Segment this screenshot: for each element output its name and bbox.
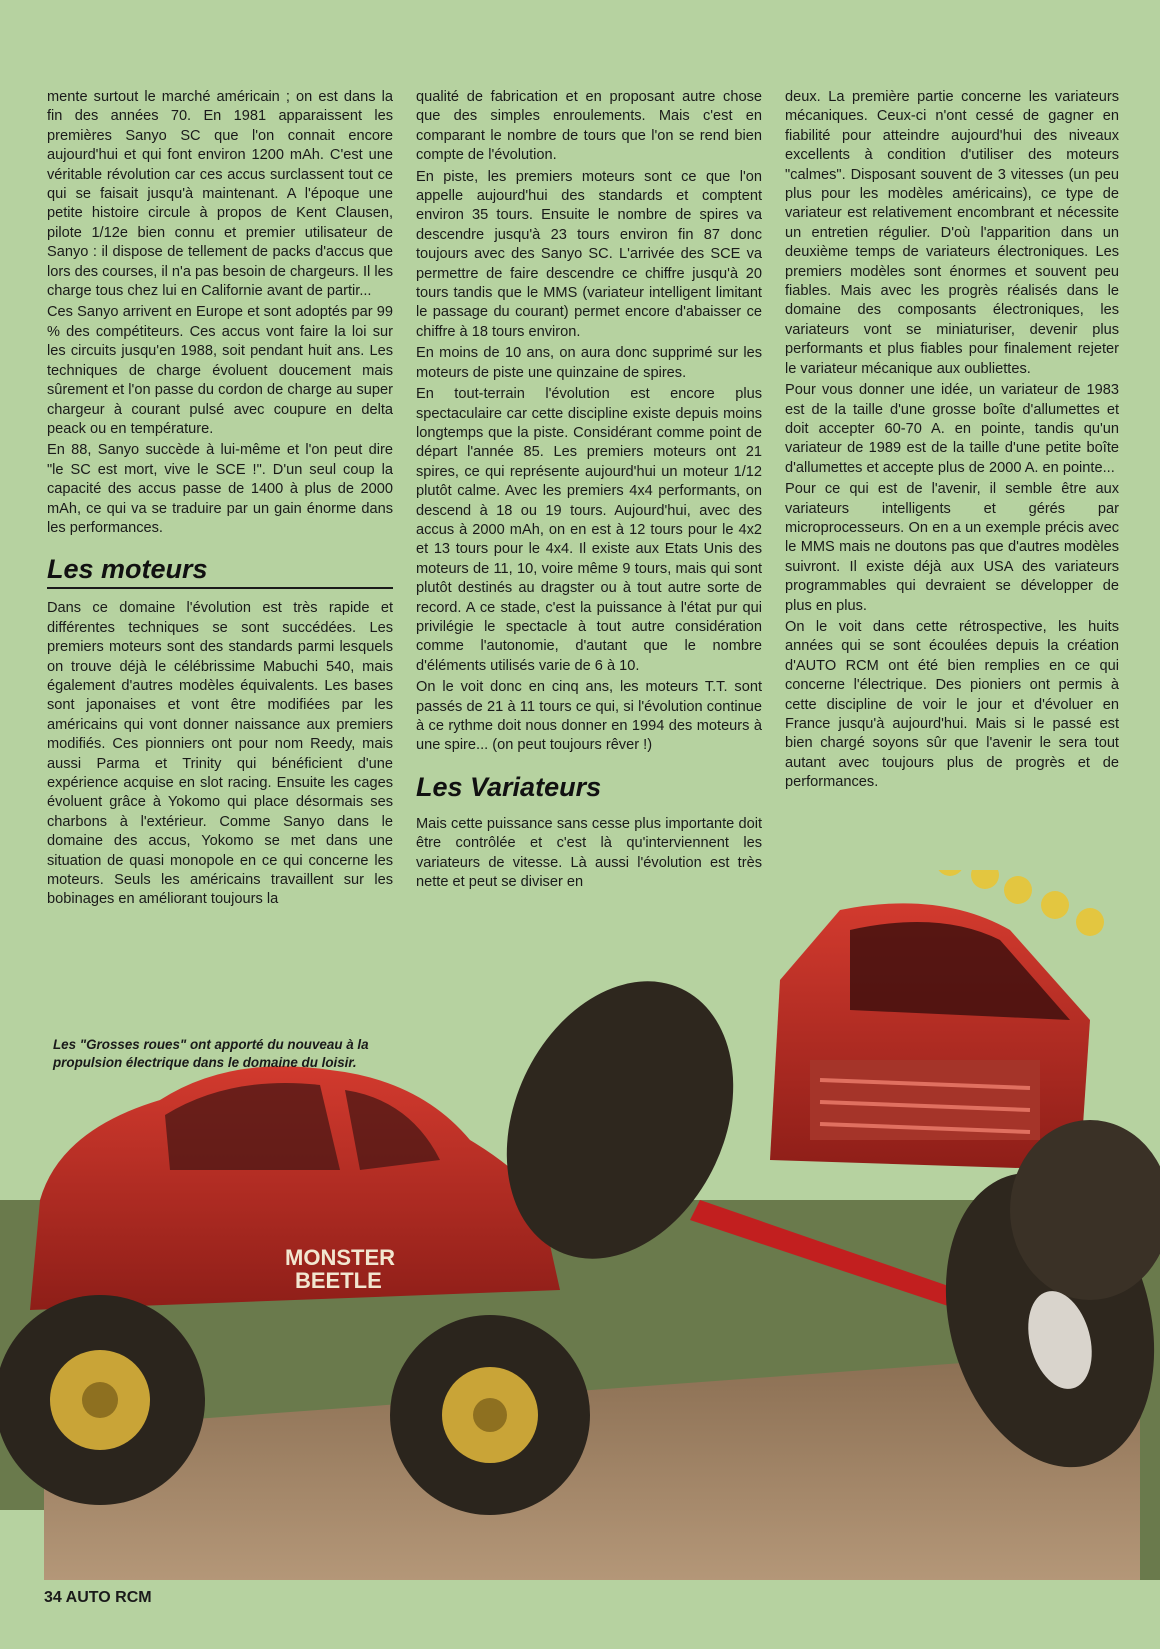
paragraph: deux. La première partie concerne les variateurs mécaniques. Ceux-ci n'ont cessé de gagner en fiabilité pour atteindre aujourd'hui des niveaux excellents à condition d'utiliser des moteurs "calmes". Disposant souvent de 3 vitesses (un peu plus pour les modèles américains), ce type de variateur est relativement encombrant et nécessite un entretien régulier. D'où l'apparition dans un deuxième temps de variateurs électroniques. Les premiers modèles sont énormes et souvent peu fiables. Mais avec les progrès réalisés dans le domaine des composants électroniques, les variateurs vont se miniaturiser, devenir plus performants et plus fiables pour finalement rejeter le variateur mécanique aux oubliettes. <box>785 89 1119 377</box>
monster-trucks-photo <box>0 870 1160 1580</box>
page-footer <box>44 1589 152 1607</box>
beetle-decal-text: MONSTER <box>285 1245 395 1270</box>
paragraph: On le voit donc en cinq ans, les moteurs T.T. sont passés de 21 à 11 tours ce qui, si l'évolution continue à ce rythme doit nous donner en 1994 des moteurs à une spire... (on peut toujours rêver !) <box>416 679 762 754</box>
beetle-decal-text: BEETLE <box>295 1268 382 1293</box>
paragraph: En moins de 10 ans, on aura donc supprimé sur les moteurs de piste une quinzaine de spires. <box>416 345 762 381</box>
section-heading-variateurs: Les Variateurs <box>416 771 602 802</box>
paragraph: Pour vous donner une idée, un variateur de 1983 est de la taille d'une grosse boîte d'allumettes et doit accepter 60-70 A. en pointe, tandis qu'un variateur de 1989 est de la taille d'une petite boîte d'allumettes et accepte plus de 2000 A. en pointe... <box>785 382 1119 476</box>
paragraph: Pour ce qui est de l'avenir, il semble être aux variateurs intelligents et gérés par microprocesseurs. On en a un exemple précis avec le MMS mais ne doutons pas que d'autres modèles suivront. Il existe déjà aux USA des variateurs programmables qui devraient se développer de plus en plus. <box>785 481 1119 614</box>
paragraph: Ces Sanyo arrivent en Europe et sont adoptés par 99 % des compétiteurs. Ces accus vont faire la loi sur les circuits jusqu'en 1988, soit pendant huit ans. Les techniques de charge évoluent doucement mais sûrement et l'on passe du cordon de charge au super chargeur à courant pulsé avec coupure en delta peack ou en température. <box>47 304 393 437</box>
section-heading-moteurs: Les moteurs <box>47 554 393 589</box>
column-1 <box>47 88 393 912</box>
paragraph: Mais cette puissance sans cesse plus importante doit être contrôlée et c'est là qu'interviennent les variateurs de vitesse. Là aussi l'évolution est très nette et peut se diviser en <box>416 815 762 891</box>
paragraph: En 88, Sanyo succède à lui-même et l'on peut dire "le SC est mort, vive le SCE !". D'un seul coup la capacité des accus passe de 1400 à plus de 2000 mAh, ce qui va se traduire par un gain énorme dans les performances. <box>47 442 393 536</box>
paragraph: mente surtout le marché américain ; on est dans la fin des années 70. En 1981 apparaissent les premières Sanyo SC que l'on connait encore aujourd'hui et qui font environ 1200 mAh. C'est une véritable révolution car ces accus surclassent tout ce qui se faisait jusqu'à maintenant. A l'époque une petite histoire circule à propos de Kent Clausen, pilote 1/12e bien connu et premier utilisateur de Sanyo : il dispose de tellement de packs d'accus que lors des courses, il n'a pas besoin de chargeurs. Il les charge tous chez lui en Californie avant de partir... <box>47 89 393 300</box>
column-2 <box>416 88 762 894</box>
column-3 <box>785 88 1119 795</box>
magazine-name: AUTO RCM <box>65 1589 152 1606</box>
paragraph: Dans ce domaine l'évolution est très rapide et différentes techniques se sont succédées. Les premiers moteurs sont des standards parmi lesquels on trouve déjà le célébrissime Mabuchi 540, mais également d'autres modèles équivalents. Les bases sont japonaises et vont être modifiées par les américains qui vont donner naissance aux premiers modifiés. Ces pionniers ont pour nom Reedy, mais aussi Parma et Trinity qui bénéficient d'une expérience acquise en slot racing. Ensuite les cages évoluent grâce à Yokomo qui place désormais ses charbons à l'extérieur. Comme Sanyo dans le domaine des accus, Yokomo se met dans une situation de quasi monopole en ce qui concerne les moteurs. Seuls les américains travaillent sur les bobinages en améliorant toujours la <box>47 600 393 908</box>
paragraph: qualité de fabrication et en proposant autre chose que des simples enroulements. Mais c'est en comparant le nombre de tours que l'on se rend bien compte de l'évolution. <box>416 89 762 164</box>
page-number: 34 <box>44 1589 62 1606</box>
paragraph: En piste, les premiers moteurs sont ce que l'on appelle aujourd'hui des standards et comptent environ 35 tours. Ensuite le nombre de spires va descendre jusqu'à 23 tours environ fin 87 donc toujours avec des Sanyo SC. L'arrivée des SCE va permettre de faire descendre ce chiffre jusqu'à 20 tours tandis que le MMS (variateur intelligent limitant le passage du courant) permet encore d'abaisser ce chiffre à 18 tours environ. <box>416 168 762 340</box>
paragraph: En tout-terrain l'évolution est encore plus spectaculaire car cette discipline existe depuis moins longtemps que la piste. Considérant comme point de départ l'année 85. Les premiers moteurs ont 21 spires, ce qui représente aujourd'hui un moteur 1/12 plutôt calme. Avec les premiers 4x4 performants, on descend à 18 ou 19 tours. Aujourd'hui, avec des accus à 2000 mAh, on en est à 12 tours pour le 4x2 et 13 tours pour le 4x4. Il existe aux Etats Unis des moteurs de 11, 10, voire même 9 tours, mais qui sont plutôt destinés au dragster ou à tout autre sorte de record. A ce stade, c'est la puissance à l'état pur qui privilégie le spectacle à tout autre considération comme l'autonomie, d'autant que le nombre d'éléments utilisés varie de 6 à 10. <box>416 386 762 674</box>
photo-caption: Les "Grosses roues" ont apporté du nouveau à la propulsion électrique dans le domaine du loisir. <box>53 1037 369 1070</box>
paragraph: On le voit dans cette rétrospective, les huits années qui se sont écoulées depuis la création d'AUTO RCM ont été bien remplies en ce qui concerne l'électrique. Des pioniers ont permis à cette discipline de voir le jour et d'évoluer en France jusqu'à aujourd'hui. Mais si le passé est bien chargé soyons sûr que l'avenir le sera tout autant avec toujours plus de progrès et de performances. <box>785 618 1119 791</box>
